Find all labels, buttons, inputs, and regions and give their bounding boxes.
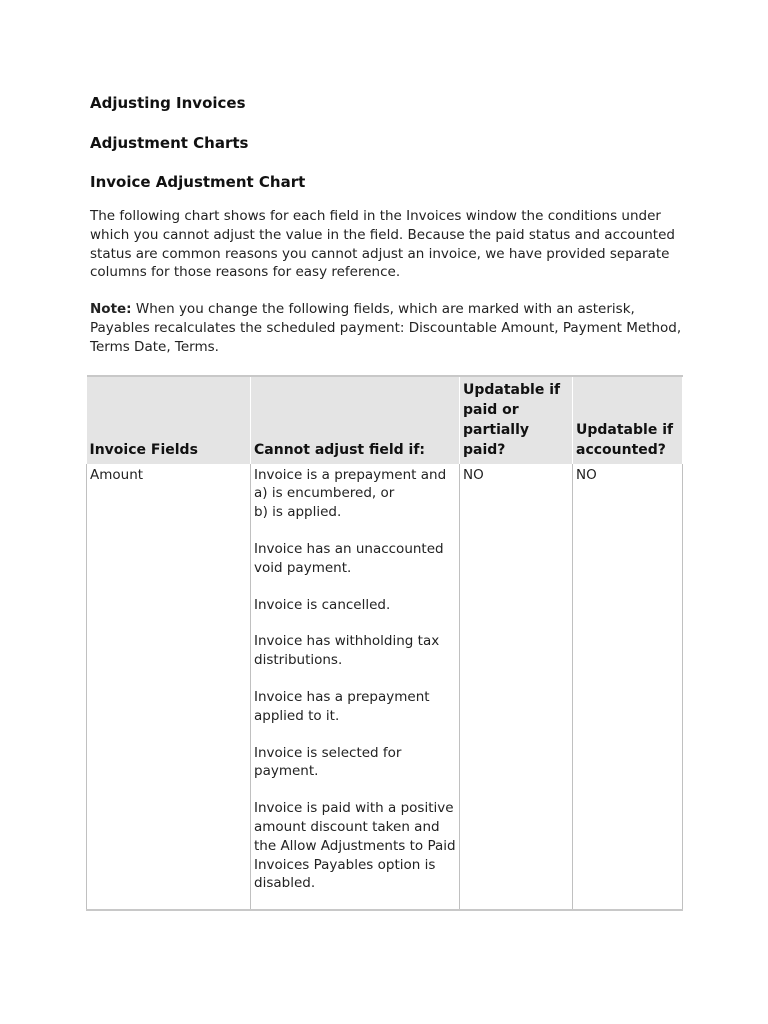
header-invoice-fields: Invoice Fields: [87, 376, 251, 464]
table-row: [87, 464, 683, 911]
condition-item: Invoice is paid with a positive amount discount taken and the Allow Adjustments to Paid Invoices Payables option is disabled.: [254, 800, 456, 892]
note-label: Note:: [90, 301, 132, 318]
cell-conditions: [251, 464, 460, 911]
cell-updatable-accounted: NO: [573, 464, 683, 911]
invoice-adjustment-table: [86, 375, 683, 912]
header-cannot-adjust: Cannot adjust field if:: [251, 376, 460, 464]
note-paragraph: [90, 300, 690, 356]
document-page: [90, 92, 690, 911]
condition-item: Invoice is selected for payment.: [254, 744, 402, 780]
note-text: When you change the following fields, which are marked with an asterisk, Payables recalculates the scheduled payment: Discountable Amount, Payment Method, Terms Date, Terms.: [90, 301, 682, 355]
section-heading: Adjustment Charts: [90, 134, 249, 152]
condition-item: Invoice is a prepayment and a) is encumbered, or b) is applied.: [254, 466, 447, 521]
header-updatable-paid: Updatable if paid or partially paid?: [460, 376, 573, 464]
condition-item: Invoice has an unaccounted void payment.: [254, 540, 444, 576]
table-header-row: [87, 376, 683, 464]
header-updatable-accounted: Updatable if accounted?: [573, 376, 683, 464]
cell-field: Amount: [87, 464, 251, 911]
condition-item: Invoice has withholding tax distributions.: [254, 633, 440, 669]
page-title: Adjusting Invoices: [90, 94, 246, 112]
intro-paragraph: The following chart shows for each field in the Invoices window the conditions under which you cannot adjust the value in the field. Because the paid status and accounted status are common reasons you cannot adjust an invoice, we have provided separate columns for those reasons for easy reference.: [90, 208, 675, 281]
condition-item: Invoice has a prepayment applied to it.: [254, 688, 430, 724]
condition-item: Invoice is cancelled.: [254, 596, 391, 613]
cell-updatable-paid: NO: [460, 464, 573, 911]
subsection-heading: Invoice Adjustment Chart: [90, 173, 306, 191]
